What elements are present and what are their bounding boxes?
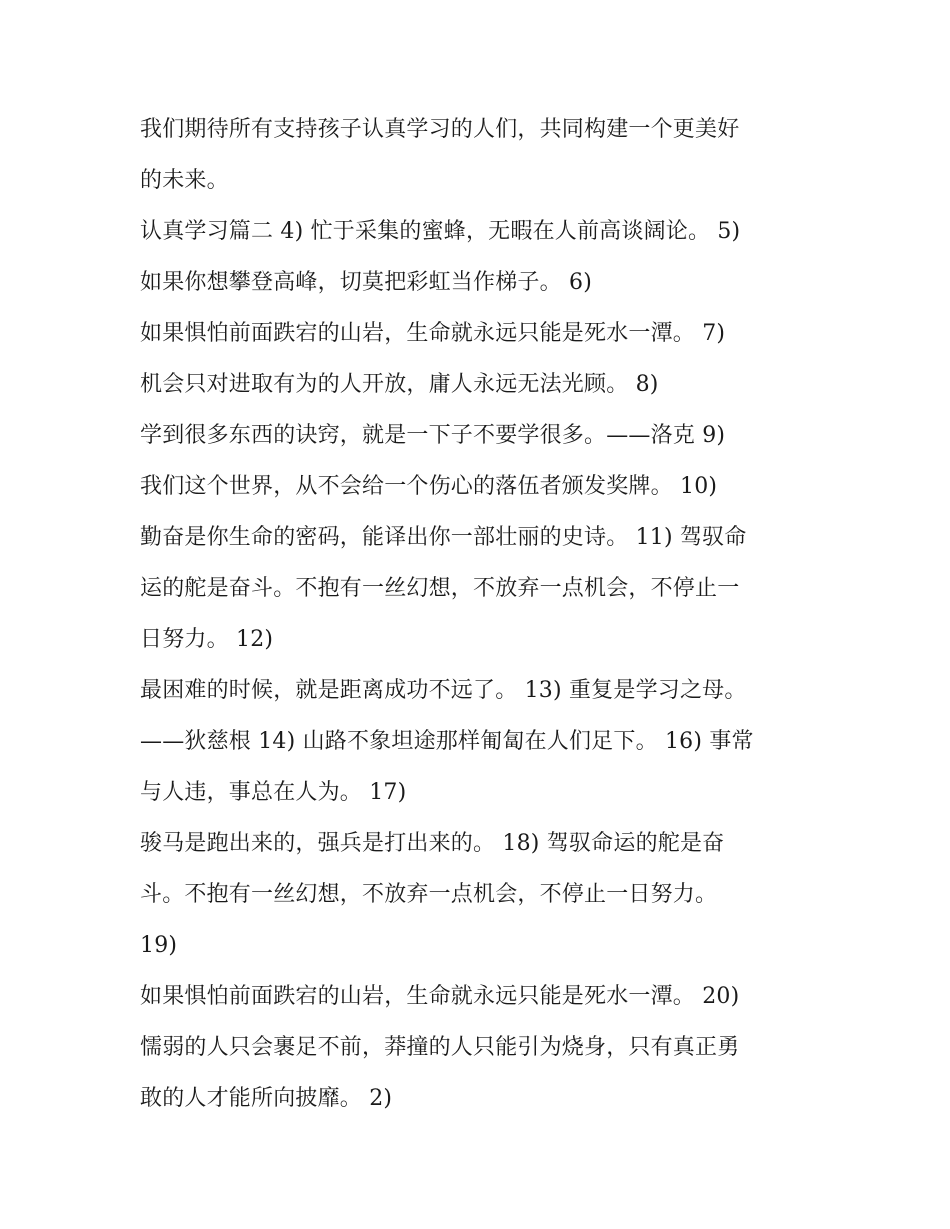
text-line: 如果惧怕前面跌宕的山岩，生命就永远只能是死水一潭。 20) [140, 984, 740, 1009]
text-line: 斗。不抱有一丝幻想，不放弃一点机会，不停止一日努力。 [140, 882, 718, 907]
text-line: 19) [140, 933, 178, 958]
text-line: 如果你想攀登高峰，切莫把彩虹当作梯子。 6) [140, 270, 592, 295]
text-line: 日努力。 12) [140, 627, 274, 652]
text-line: 骏马是跑出来的，强兵是打出来的。 18) 驾驭命运的舵是奋 [140, 831, 725, 856]
text-line: 敢的人才能所向披靡。 2) [140, 1086, 393, 1111]
text-line: 学到很多东西的诀窍，就是一下子不要学很多。——洛克 9) [140, 423, 726, 448]
text-line: 的未来。 [140, 168, 229, 193]
text-line: 最困难的时候，就是距离成功不远了。 13) 重复是学习之母。 [140, 678, 747, 703]
text-line: 我们这个世界，从不会给一个伤心的落伍者颁发奖牌。 10) [140, 474, 718, 499]
text-line: 与人违，事总在人为。 17) [140, 780, 407, 805]
text-line: 我们期待所有支持孩子认真学习的人们，共同构建一个更美好 [140, 117, 740, 142]
text-line: ——狄慈根 14) 山路不象坦途那样匍匐在人们足下。 16) 事常 [140, 729, 754, 754]
text-line: 懦弱的人只会裹足不前，莽撞的人只能引为烧身，只有真正勇 [140, 1035, 740, 1060]
text-line: 如果惧怕前面跌宕的山岩，生命就永远只能是死水一潭。 7) [140, 321, 726, 346]
text-line: 勤奋是你生命的密码，能译出你一部壮丽的史诗。 11) 驾驭命 [140, 525, 747, 550]
document-body [140, 104, 820, 1124]
text-line: 运的舵是奋斗。不抱有一丝幻想，不放弃一点机会，不停止一 [140, 576, 740, 601]
text-line: 机会只对进取有为的人开放，庸人永远无法光顾。 8) [140, 372, 659, 397]
text-line: 认真学习篇二 4) 忙于采集的蜜蜂，无暇在人前高谈阔论。 5) [140, 219, 741, 244]
